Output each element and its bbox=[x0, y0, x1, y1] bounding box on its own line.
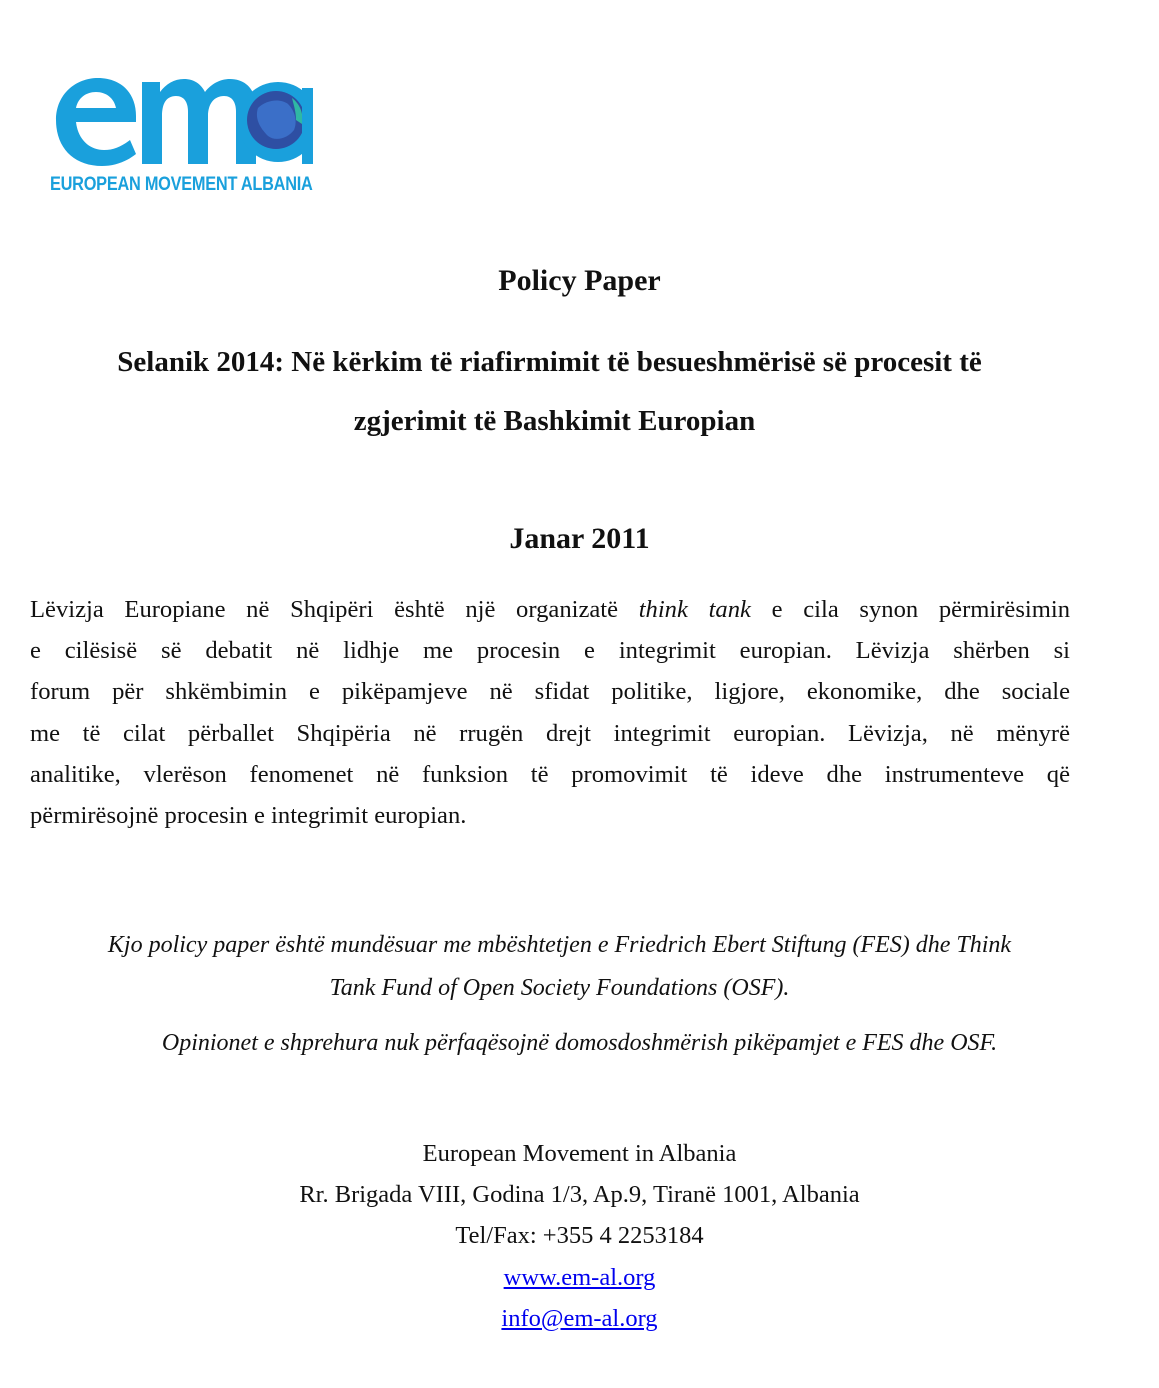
document-title-line-1: Selanik 2014: Në kërkim të riafirmimit të besueshmërisë së procesit të bbox=[117, 346, 982, 378]
contact-phone: Tel/Fax: +355 4 2253184 bbox=[455, 1222, 704, 1250]
logo-organization-name: EUROPEAN MOVEMENT ALBANIA bbox=[50, 174, 313, 195]
intro-line: analitike, vlerëson fenomenet në funksion të promovimit të ideve dhe instrumenteve që bbox=[30, 760, 1070, 788]
intro-line: me të cilat përballet Shqipëria në rrugën drejt integrimit europian. Lëvizja, në mënyrë bbox=[30, 719, 1070, 747]
intro-text: Lëvizja Europiane në Shqipëri është një organizatë bbox=[30, 596, 639, 623]
document-date: Janar 2011 bbox=[509, 522, 650, 555]
intro-line: përmirësojnë procesin e integrimit europian. bbox=[30, 802, 467, 830]
document-title-line-2: zgjerimit të Bashkimit Europian bbox=[353, 405, 756, 437]
intro-line: forum për shkëmbimin e pikëpamjeve në sfidat politike, ligjore, ekonomike, dhe sociale bbox=[30, 678, 1070, 706]
intro-emphasis: think tank bbox=[638, 596, 751, 623]
funding-note bbox=[0, 924, 1159, 1010]
intro-text: e cila synon përmirësimin bbox=[750, 596, 1070, 623]
document-type-heading: Policy Paper bbox=[498, 264, 661, 297]
funding-note-line-2: Tank Fund of Open Society Foundations (OSF). bbox=[329, 975, 790, 1001]
ema-logo-mark bbox=[48, 68, 313, 172]
logo-letter-e bbox=[56, 78, 136, 166]
ema-logo bbox=[48, 68, 313, 198]
funding-note-line-1: Kjo policy paper është mundësuar me mbështetjen e Friedrich Ebert Stiftung (FES) dhe Think bbox=[107, 932, 1012, 958]
intro-line bbox=[30, 589, 1070, 630]
document-title bbox=[0, 333, 1159, 451]
contact-organization: European Movement in Albania bbox=[422, 1140, 737, 1167]
intro-line: e cilësisë së debatit në lidhje me procesin e integrimit europian. Lëvizja shërben si bbox=[30, 637, 1070, 665]
website-link[interactable]: www.em-al.org bbox=[503, 1263, 656, 1291]
contact-block bbox=[0, 1133, 1159, 1339]
intro-paragraph bbox=[30, 589, 1070, 836]
disclaimer: Opinionet e shprehura nuk përfaqësojnë domosdoshmërish pikëpamjet e FES dhe OSF. bbox=[161, 1030, 998, 1056]
contact-address: Rr. Brigada VIII, Godina 1/3, Ap.9, Tiranë 1001, Albania bbox=[299, 1181, 860, 1209]
email-link[interactable]: info@em-al.org bbox=[501, 1304, 658, 1332]
